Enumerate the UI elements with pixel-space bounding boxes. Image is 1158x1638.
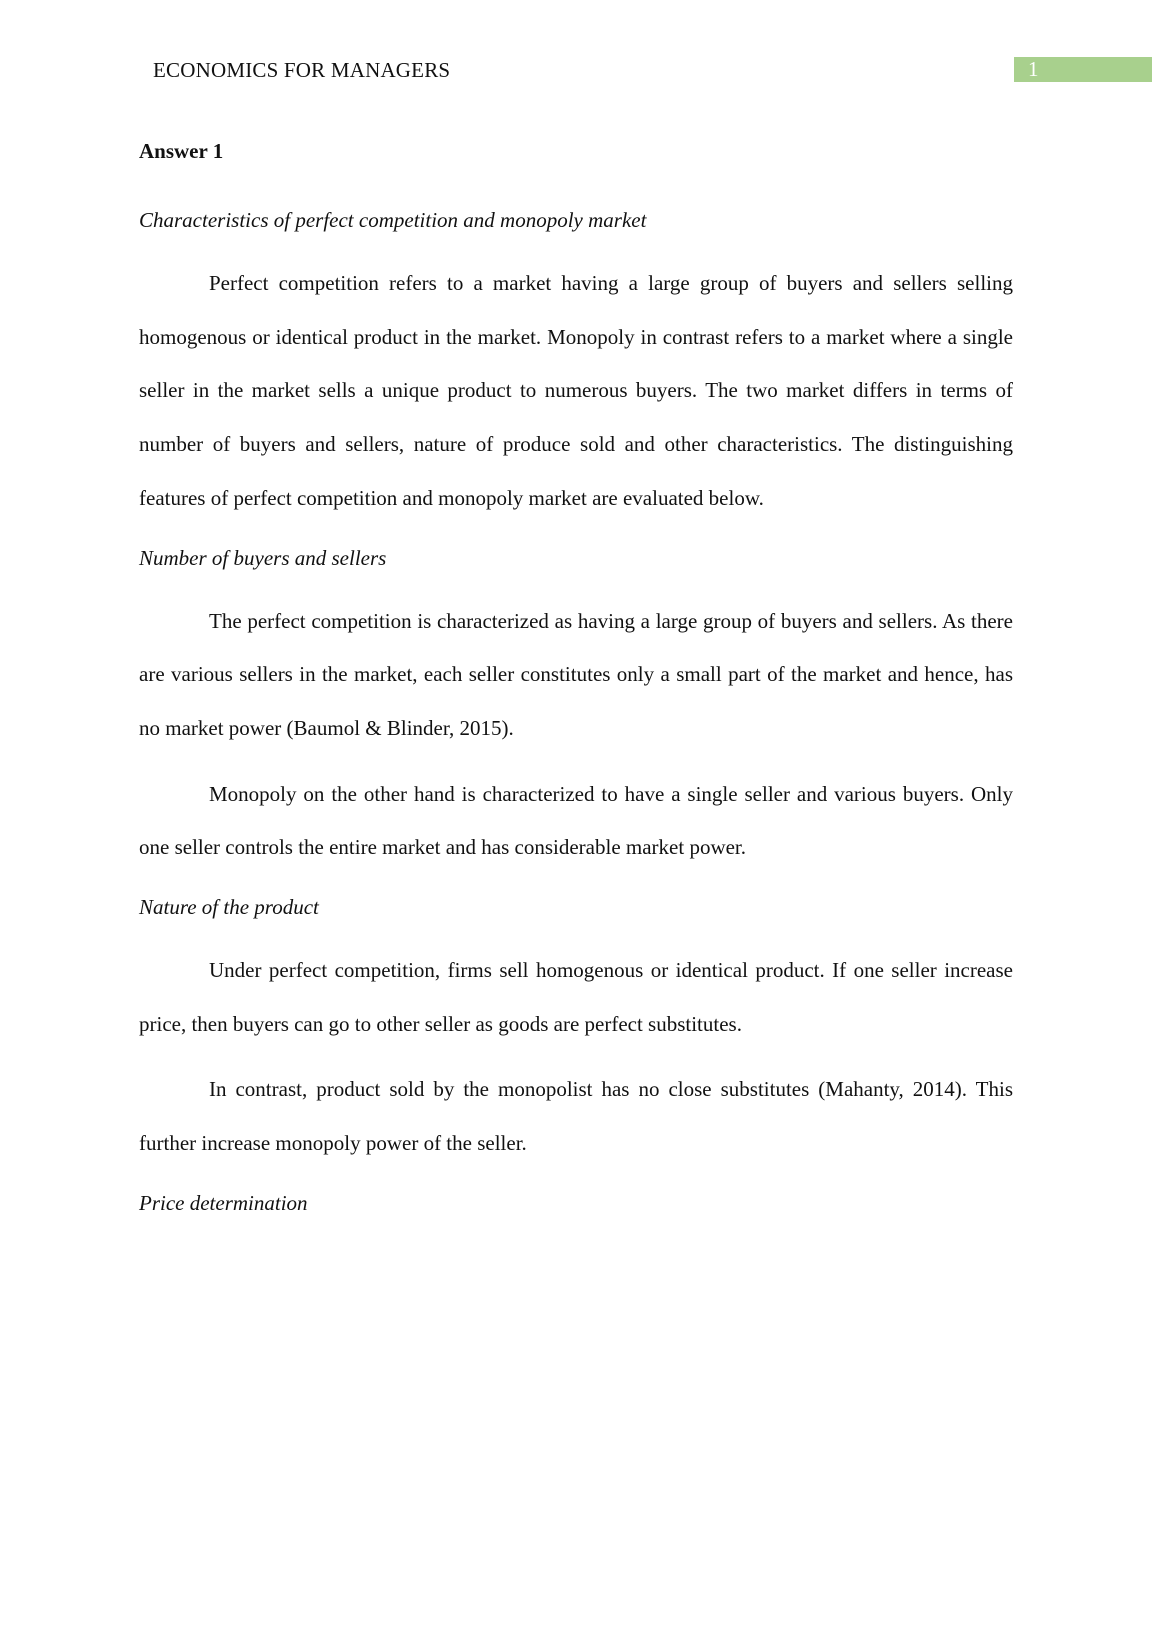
section-heading-price-determination: Price determination <box>139 1190 308 1215</box>
section-heading-characteristics: Characteristics of perfect competition and monopoly market <box>139 208 647 232</box>
running-head: ECONOMICS FOR MANAGERS <box>153 58 451 82</box>
section-heading-nature-product: Nature of the product <box>139 895 319 920</box>
page-header <box>0 55 1158 85</box>
paragraph-definition: Perfect competition refers to a market having a large group of buyers and sellers selling homogenous or identical product in the market. Monopoly in contrast refers to a market where a single seller in the market sells a unique product to numerous buyers. The two market differs in terms of number of buyers and sellers, nature of produce sold and other characteristics. The distinguishing features of perfect competition and monopoly market are evaluated below. <box>139 271 1013 510</box>
page-number: 1 <box>1028 57 1039 81</box>
paragraph-monopolist-product: In contrast, product sold by the monopolist has no close substitutes (Mahanty, 2014). This further increase monopoly power of the seller. <box>139 1077 1013 1156</box>
paragraph-perfect-competition-sellers: The perfect competition is characterized as having a large group of buyers and sellers. As there are various sellers in the market, each seller constitutes only a small part of the market and hence, has no market power (Baumol & Blinder, 2015). <box>139 608 1013 740</box>
paragraph-homogenous-product: Under perfect competition, firms sell homogenous or identical product. If one seller increase price, then buyers can go to other seller as goods are perfect substitutes. <box>139 958 1013 1036</box>
section-heading-buyers-sellers: Number of buyers and sellers <box>139 545 387 570</box>
page-number-box <box>1014 57 1152 82</box>
document-body <box>139 133 1013 1222</box>
answer-heading: Answer 1 <box>139 139 224 163</box>
paragraph-monopoly-sellers: Monopoly on the other hand is characterized to have a single seller and various buyers. Only one seller controls the entire market and has considerable market power. <box>139 781 1013 860</box>
